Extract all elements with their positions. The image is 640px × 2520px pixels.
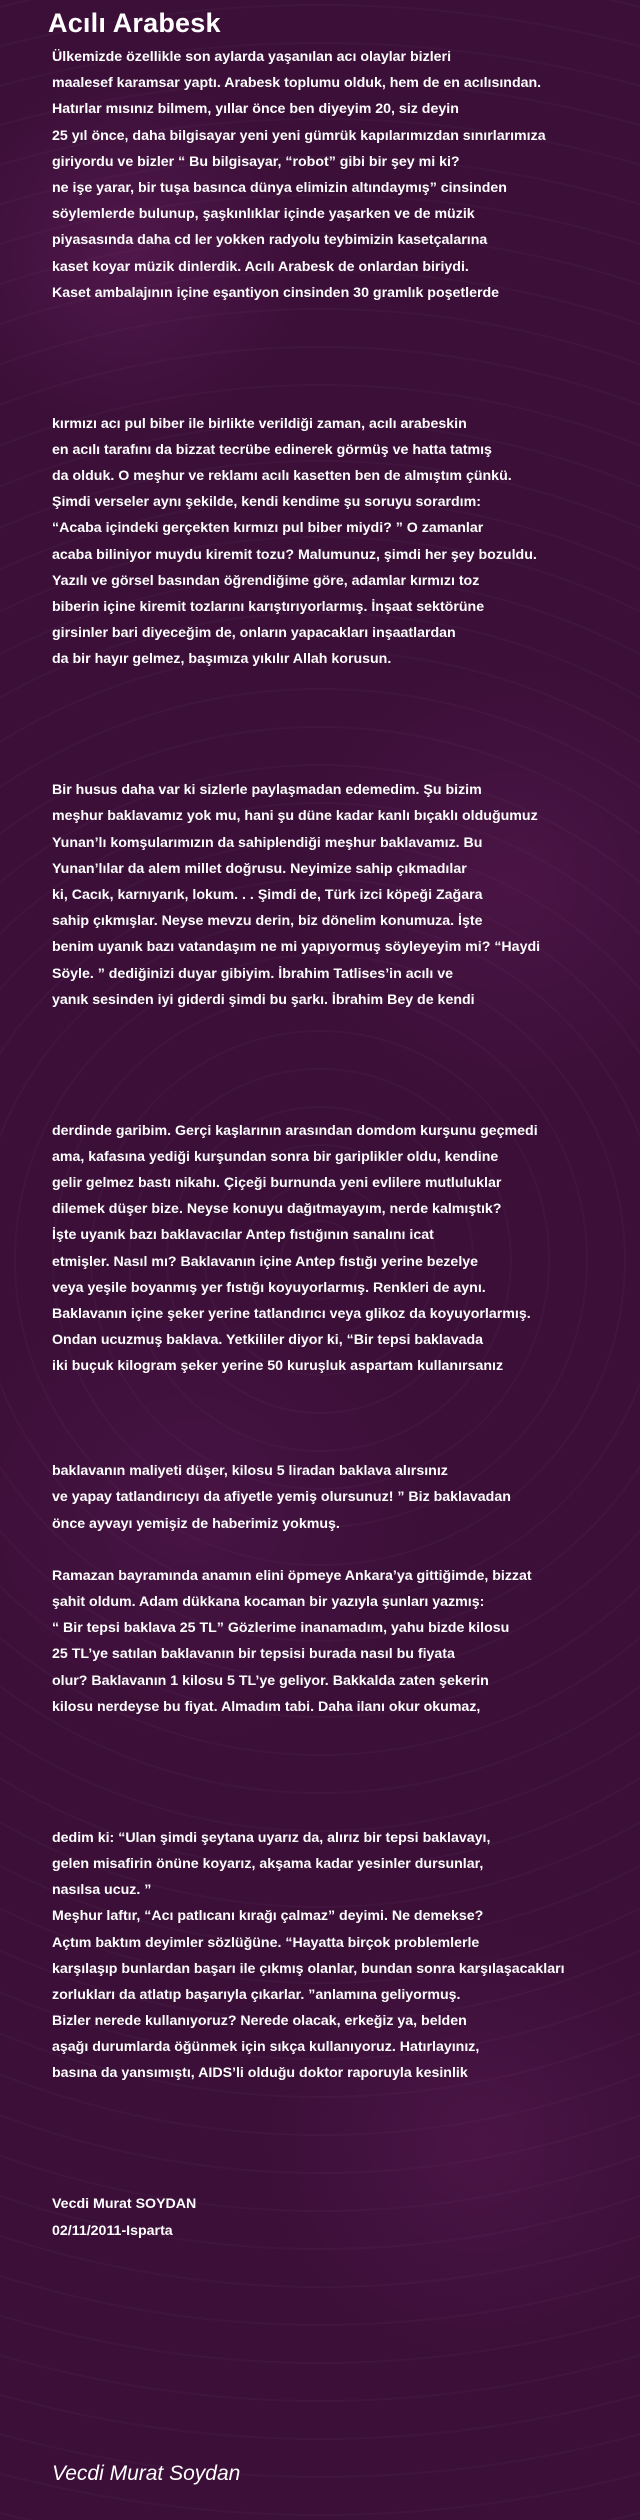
poem-line: önce ayvayı yemişiz de haberimiz yokmuş. [52,1515,340,1532]
poem-line: dilemek düşer bize. Neyse konuyu dağıtmayayım, nerde kalmıştık? [52,1201,502,1218]
poem-line: Kaset ambalajının içine eşantiyon cinsinden 30 gramlık poşetlerde [52,284,500,301]
poem-line: İşte uyanık bazı baklavacılar Antep fıstığının sanalını icat [52,1227,434,1244]
poem-line: baklavanın maliyeti düşer, kilosu 5 liradan baklava alırsınız [52,1463,448,1480]
poem-line: sahip çıkmışlar. Neyse mevzu derin, biz dönelim konumuza. İşte [52,913,483,930]
poem-line: Bizler nerede kullanıyoruz? Nerede olacak, erkeğiz ya, belden [52,2013,467,2030]
poem-line: Ramazan bayramında anamın elini öpmeye Ankara’ya gittiğimde, bizzat [52,1567,532,1584]
stanza-gap [52,1406,622,1432]
poem-line: Ülkemizde özellikle son aylarda yaşanılan acı olaylar bizleri [52,49,452,65]
poem-line: derdinde garibim. Gerçi kaşlarının arasından domdom kurşunu geçmedi [52,1122,538,1139]
stanza-gap [52,2087,622,2113]
stanza-gap [52,673,622,699]
poem-line: ve yapay tatlandırıcıyı da afiyetle yemiş olursunuz! ” Biz baklavadan [52,1489,511,1506]
poem-line: en acılı tarafını da bizzat tecrübe edinerek görmüş ve hatta tatmış [52,441,492,458]
poem-line: 25 yıl önce, daha bilgisayar yeni yeni gümrük kapılarımızdan sınırlarımıza [52,127,546,144]
poem-line: kilosu nerdeyse bu fiyat. Almadım tabi. Daha ilanı okur okumaz, [52,1698,481,1715]
stanza-gap [52,1432,622,1458]
poem-body [52,44,622,2244]
poem-line: olur? Baklavanın 1 kilosu 5 TL’ye geliyor. Bakkalda zaten şekerin [52,1672,489,1689]
poem-line: ama, kafasına yediği kurşundan sonra bir gariplikler oldu, kendine [52,1148,499,1165]
poem-line: Ondan ucuzmuş baklava. Yetkililer diyor ki, “Bir tepsi baklavada [52,1332,484,1349]
stanza-gap [52,306,622,332]
stanza-gap [52,1039,622,1065]
poem-line: basına da yansımıştı, AIDS’li olduğu doktor raporuyla kesinlik [52,2065,468,2082]
stanza-gap [52,1746,622,1772]
poem-line: giriyordu ve bizler “ Bu bilgisayar, “robot” gibi bir şey mi ki? [52,153,460,170]
stanza-gap [52,384,622,410]
poem-line: piyasasında daha cd ler yokken radyolu teybimizin kasetçalarına [52,232,488,249]
poem-line: kırmızı acı pul biber ile birlikte verildiği zaman, acılı arabeskin [52,415,467,432]
poem-line: da bir hayır gelmez, başımıza yıkılır Allah korusun. [52,651,392,668]
poem-line: iki buçuk kilogram şeker yerine 50 kuruşluk aspartam kullanırsanız [52,1358,504,1375]
poem-line: Baklavanın içine şeker yerine tatlandırıcı veya glikoz da koyuyorlarmış. [52,1306,531,1322]
poem-line: “Acaba içindeki gerçekten kırmızı pul biber miydi? ” O zamanlar [52,520,484,537]
poem-line: 25 TL’ye satılan baklavanın bir tepsisi burada nasıl bu fiyata [52,1646,455,1663]
poem-line: gelir gelmez bastı nikahı. Çiçeği burnunda yeni evlilere mutluluklar [52,1175,502,1192]
poem-line: Bir husus daha var ki sizlerle paylaşmadan edemedim. Şu bizim [52,782,482,799]
poem-line: da olduk. O meşhur ve reklamı acılı kasetten ben de almıştım çünkü. [52,468,512,484]
poem-line: karşılaşıp bunlardan başarı ile çıkmış olanlar, bundan sonra karşılaşacakları [52,1960,565,1977]
stanza-gap [52,751,622,777]
poem-line: gelen misafirin önüne koyarız, akşama kadar yesinler dursunlar, [52,1855,484,1872]
poem-line: Yazılı ve görsel basından öğrendiğime göre, adamlar kırmızı toz [52,572,480,589]
poem-line: Yunan’lı komşularımızın da sahiplendiği meşhur baklavamız. Bu [52,834,483,851]
poem-line: “ Bir tepsi baklava 25 TL” Gözlerime inanamadım, yahu bizde kilosu [52,1620,510,1637]
stanza-gap [52,1772,622,1798]
stanza-gap [52,1720,622,1746]
poem-line: Vecdi Murat SOYDAN [52,2196,197,2213]
stanza-gap [52,358,622,384]
stanza-gap [52,1092,622,1118]
poem-line: Yunan’lılar da alem millet doğrusu. Neyimize sahip çıkmadılar [52,860,467,877]
poem-line: benim uyanık bazı vatandaşım ne mi yapıyormuş söyleyeyim mi? “Haydi [52,939,541,956]
poem-line: aşağı durumlarda öğünmek için sıkça kullanıyoruz. Hatırlayınız, [52,2039,480,2056]
poem-line: Hatırlar mısınız bilmem, yıllar önce ben diyeyim 20, siz deyin [52,101,459,118]
poem-line: ne işe yarar, bir tuşa basınca dünya elimizin altındaymış” cinsinden [52,179,507,196]
poem-line: kaset koyar müzik dinlerdik. Acılı Arabesk de onlardan biriydi. [52,258,469,275]
poem-line: meşhur baklavamız yok mu, hani şu düne kadar kanlı bıçaklı olduğumuz [52,808,538,825]
poem-line: veya yeşile boyanmış yer fıstığı koyuyorlarmış. Renkleri de aynı. [52,1279,486,1296]
poem-line: şahit oldum. Adam dükkana kocaman bir yazıyla şunları yazmış: [52,1594,485,1611]
stanza-gap [52,2113,622,2139]
poem-line: Şimdi verseler aynı şekilde, kendi kendime şu soruyu sorardım: [52,494,481,511]
stanza-gap [52,2139,622,2165]
poem-line: acaba biliniyor muydu kiremit tozu? Malumunuz, şimdi her şey bozuldu. [52,546,537,563]
poem-line: zorlukları da atlatıp başarıyla çıkarlar. ”anlamına geliyormuş. [52,1986,461,2003]
poem-line: etmişler. Nasıl mı? Baklavanın içine Antep fıstığı yerine bezelye [52,1253,479,1270]
poem-line: Meşhur laftır, “Acı patlıcanı kırağı çalmaz” deyimi. Ne demekse? [52,1908,484,1925]
author-signature: Vecdi Murat Soydan [52,2462,241,2485]
stanza-gap [52,699,622,725]
stanza-gap [52,1380,622,1406]
poem-title: Acılı Arabesk [48,8,221,38]
poem-line: Söyle. ” dediğinizi duyar gibiyim. İbrahim Tatlises’in acılı ve [52,965,454,982]
poem-line: girsinler bari diyeceğim de, onların yapacakları inşaatlardan [52,625,456,642]
poem-line: maalesef karamsar yaptı. Arabesk toplumu olduk, hem de en acılısından. [52,75,542,92]
poem-line: biberin içine kiremit tozlarını karıştırıyorlarmış. İnşaat sektörüne [52,598,485,615]
poem-line: 02/11/2011-Isparta [52,2222,173,2239]
stanza-gap [52,1065,622,1091]
stanza-gap [52,1799,622,1825]
stanza-gap [52,1013,622,1039]
poem-line: Açtım baktım deyimler sözlüğüne. “Hayatta birçok problemlerle [52,1934,480,1951]
stanza-gap [52,2165,622,2191]
poem-line: yanık sesinden iyi giderdi şimdi bu şarkı. İbrahim Bey de kendi [52,991,475,1008]
poem-line: nasılsa ucuz. ” [52,1882,152,1899]
poem-line: dedim ki: “Ulan şimdi şeytana uyarız da, alırız bir tepsi baklavayı, [52,1829,491,1846]
stanza-gap [52,1537,622,1563]
poem-line: söylemlerde bulunup, şaşkınlıklar içinde yaşarken ve de müzik [52,206,475,223]
poem-line: ki, Cacık, karnıyarık, lokum. . . Şimdi de, Türk izci köpeği Zağara [52,887,483,903]
stanza-gap [52,332,622,358]
stanza-gap [52,725,622,751]
